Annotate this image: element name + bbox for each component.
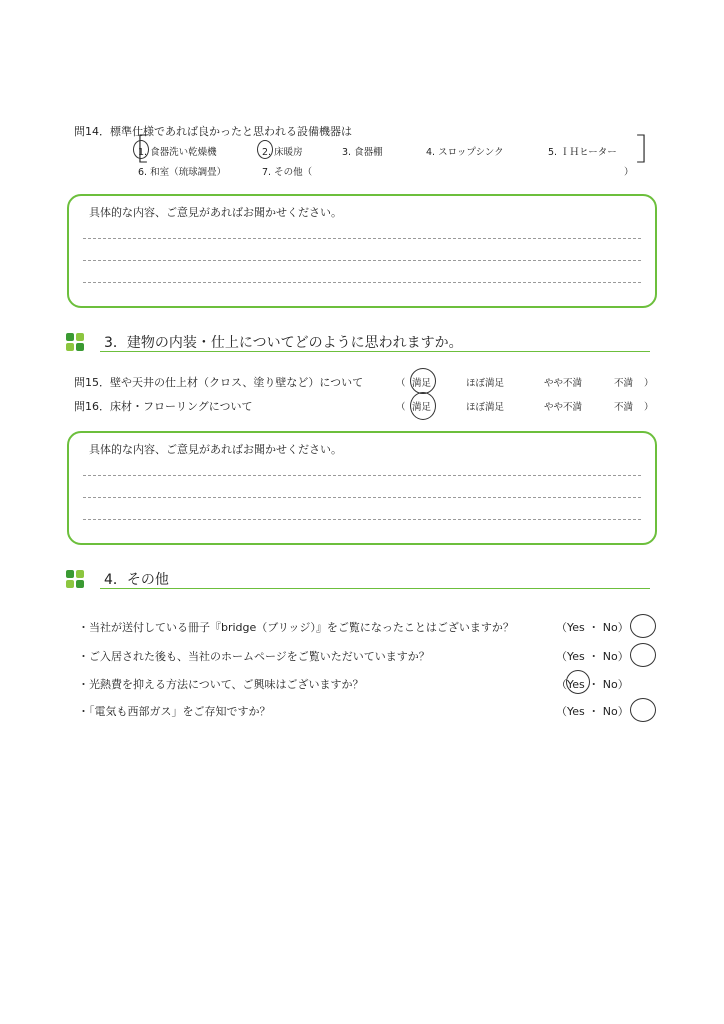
q14-option-1[interactable]: 1. 食器洗い乾燥機 xyxy=(138,147,217,158)
q14-option-7-close: ） xyxy=(624,167,634,178)
handwritten-circle xyxy=(410,368,436,394)
open-bracket: ［ xyxy=(118,133,148,168)
yes-no-choice-3[interactable]: （Yes ・ No） xyxy=(556,678,629,691)
handwritten-circle xyxy=(630,614,656,638)
handwritten-circle xyxy=(410,392,436,420)
q15-option-somewhat-dissatisfied[interactable]: やや不満 xyxy=(544,378,583,389)
handwritten-circle xyxy=(257,140,273,159)
writing-line xyxy=(83,282,641,283)
q14-label: 問14．標準仕様であれば良かったと思われる設備機器は xyxy=(74,125,352,138)
handwritten-circle xyxy=(630,643,656,667)
section-3-header xyxy=(66,330,650,352)
section-4-title: 4．その他 xyxy=(104,572,169,588)
writing-line xyxy=(83,238,641,239)
q15-option-dissatisfied[interactable]: 不満 xyxy=(614,378,634,389)
scale-open: （ xyxy=(396,402,406,413)
writing-line xyxy=(83,519,641,520)
comment-box-label: 具体的な内容、ご意見があればお聞かせください。 xyxy=(89,443,342,456)
handwritten-circle xyxy=(566,670,590,694)
writing-line xyxy=(83,260,641,261)
scale-close: ） xyxy=(644,402,654,413)
q16-option-mostly-satisfied[interactable]: ほぼ満足 xyxy=(466,402,505,413)
section4-item-1: ・当社が送付している冊子『bridge（ブリッジ）』をご覧になったことはございますか？ xyxy=(78,621,514,634)
close-bracket: ］ xyxy=(636,133,666,168)
q16-option-dissatisfied[interactable]: 不満 xyxy=(614,402,634,413)
section-rule xyxy=(100,351,650,352)
q14-option-7[interactable]: 7. その他（ xyxy=(262,167,313,178)
clover-icon xyxy=(66,570,84,588)
writing-line xyxy=(83,475,641,476)
yes-no-choice-2[interactable]: （Yes ・ No） xyxy=(556,650,629,663)
q15-option-satisfied[interactable]: 満足 xyxy=(412,378,432,389)
q14-option-4[interactable]: 4. スロップシンク xyxy=(426,147,504,158)
clover-icon xyxy=(66,333,84,351)
q14-option-6[interactable]: 6. 和室（琉球調畳） xyxy=(138,167,227,178)
yes-no-choice-4[interactable]: （Yes ・ No） xyxy=(556,705,629,718)
comment-box-1[interactable] xyxy=(67,194,657,308)
section-3-title: 3．建物の内装・仕上についてどのように思われますか。 xyxy=(104,335,463,351)
q14-option-5[interactable]: 5. ＩＨヒーター xyxy=(548,147,617,158)
q16-label: 問16．床材・フローリングについて xyxy=(74,400,253,413)
handwritten-circle xyxy=(133,140,149,159)
q15-label: 問15．壁や天井の仕上材（クロス、塗り壁など）について xyxy=(74,376,364,389)
writing-line xyxy=(83,497,641,498)
handwritten-circle xyxy=(630,698,656,722)
q16-option-somewhat-dissatisfied[interactable]: やや不満 xyxy=(544,402,583,413)
scale-close: ） xyxy=(644,378,654,389)
scale-open: （ xyxy=(396,378,406,389)
comment-box-label: 具体的な内容、ご意見があればお聞かせください。 xyxy=(89,206,342,219)
q14-option-3[interactable]: 3. 食器棚 xyxy=(342,147,383,158)
q16-option-satisfied[interactable]: 満足 xyxy=(412,402,432,413)
q14-option-2[interactable]: 2. 床暖房 xyxy=(262,147,303,158)
section-4-header xyxy=(66,567,650,589)
q15-option-mostly-satisfied[interactable]: ほぼ満足 xyxy=(466,378,505,389)
section4-item-4: ・「電気も西部ガス」をご存知ですか？ xyxy=(78,705,271,718)
yes-no-choice-1[interactable]: （Yes ・ No） xyxy=(556,621,629,634)
section4-item-2: ・ご入居された後も、当社のホームページをご覧いただいていますか？ xyxy=(78,650,430,663)
section-rule xyxy=(100,588,650,589)
section4-item-3: ・光熱費を抑える方法について、ご興味はございますか？ xyxy=(78,678,364,691)
comment-box-2[interactable] xyxy=(67,431,657,545)
